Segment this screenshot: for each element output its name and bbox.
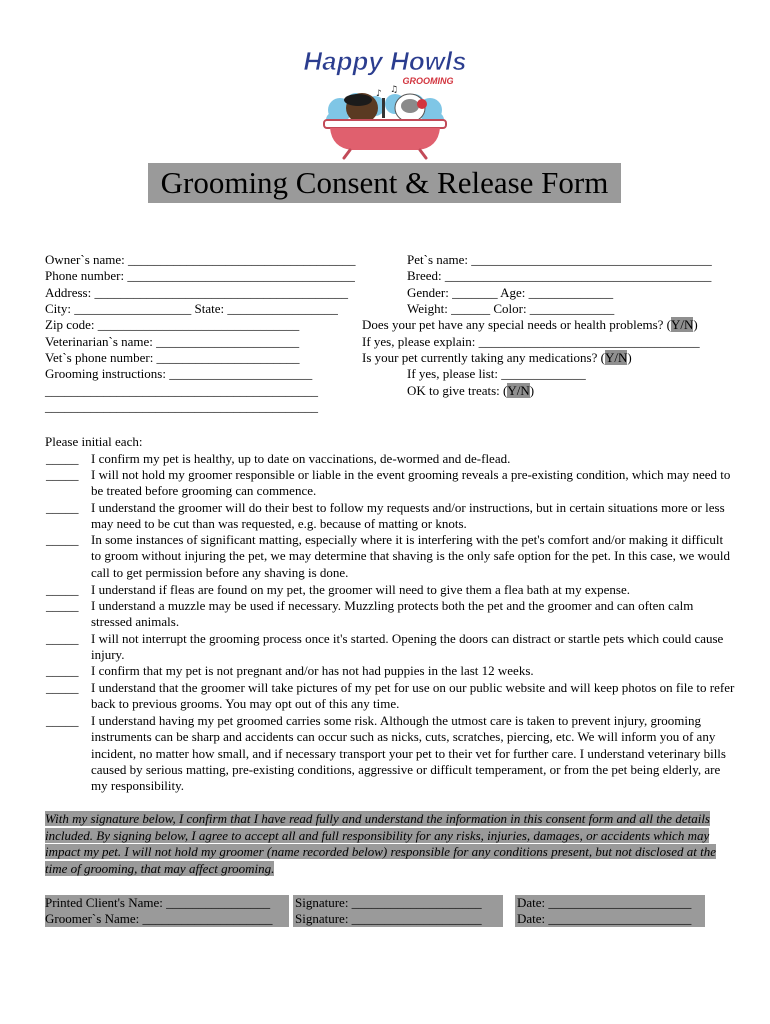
initial-blank[interactable]: _____: [46, 713, 79, 728]
special-needs-paren: ): [693, 317, 698, 332]
initials-heading: Please initial each:: [45, 434, 143, 449]
vet-phone-field[interactable]: Vet`s phone number: ______________________: [45, 350, 300, 365]
bathtub-graphic: [324, 120, 446, 158]
initial-item: [46, 663, 736, 679]
client-date-field[interactable]: Date: ______________________: [517, 895, 692, 910]
initial-item-text: I confirm my pet is healthy, up to date on vaccinations, de-wormed and de-flead.: [91, 451, 511, 466]
initial-item-text: I confirm that my pet is not pregnant and/or has not had puppies in the last 12 weeks.: [91, 663, 534, 678]
groomer-date-field[interactable]: Date: ______________________: [517, 911, 692, 926]
special-needs-label: Does your pet have any special needs or health problems? (: [362, 317, 672, 332]
initial-item-text: In some instances of significant matting, especially where it is interfering with the pet's comfort and/or making it difficult to groom without injuring the pet, we may determine that shaving is the only safe option for the pet. In this case, we would call to get permission before any shaving is done.: [91, 532, 731, 580]
gender-age-field[interactable]: Gender: _______ Age: _____________: [407, 285, 614, 300]
special-needs-question[interactable]: [362, 317, 698, 333]
initial-item: [46, 582, 736, 598]
treats-paren: ): [529, 383, 535, 398]
medications-paren: ): [627, 350, 632, 365]
medication-list-field[interactable]: If yes, please list: _____________: [407, 366, 586, 381]
client-signature-field[interactable]: Signature: ____________________: [295, 895, 482, 910]
form-title: Grooming Consent & Release Form: [148, 163, 621, 203]
medications-question[interactable]: [362, 350, 632, 366]
grooming-instructions-line-2[interactable]: __________________________________________: [45, 383, 318, 398]
owner-name-field[interactable]: Owner`s name: ___________________________________: [45, 252, 356, 267]
initial-blank[interactable]: _____: [46, 598, 79, 613]
groomer-name-field[interactable]: Groomer`s Name: ____________________: [45, 911, 273, 926]
initial-blank[interactable]: _____: [46, 467, 79, 482]
initial-item-text: I understand having my pet groomed carries some risk. Although the utmost care is taken to prevent injury, grooming instruments can be sharp and accidents can occur such as nicks, cuts, scratches, piercing, etc. We will inform you of any incident, no matter how small, and if necessary transport your pet to their vet for further care. I understand veterinary bills caused by serious matting, pre-existing conditions, aggressive or difficult temperament, or from the pet being elderly, are my responsibility.: [91, 713, 726, 794]
initial-item: [46, 467, 736, 500]
pet-name-field[interactable]: Pet`s name: _____________________________________: [407, 252, 712, 267]
veterinarian-name-field[interactable]: Veterinarian`s name: ______________________: [45, 334, 300, 349]
initial-item: [46, 713, 736, 794]
initial-item: [46, 631, 736, 664]
treats-label: OK to give treats: (: [407, 383, 508, 398]
svg-text:♫: ♫: [390, 85, 399, 95]
special-needs-yn[interactable]: Y/N: [671, 317, 694, 332]
initial-item: [46, 500, 736, 533]
initial-blank[interactable]: _____: [46, 663, 79, 678]
phone-number-field[interactable]: Phone number: ___________________________________: [45, 268, 355, 283]
initial-blank[interactable]: _____: [46, 451, 79, 466]
explain-field[interactable]: If yes, please explain: __________________________________: [362, 334, 700, 349]
client-name-field[interactable]: Printed Client's Name: ________________: [45, 895, 271, 910]
initial-blank[interactable]: _____: [46, 532, 79, 547]
initial-item: [46, 598, 736, 631]
consent-statement: [45, 811, 725, 877]
initial-blank[interactable]: _____: [46, 582, 79, 597]
initial-item-text: I understand a muzzle may be used if necessary. Muzzling protects both the pet and the groomer and can often calm stressed animals.: [91, 598, 694, 630]
treats-question[interactable]: [407, 383, 534, 399]
initial-item: [46, 532, 736, 581]
initial-item-text: I will not hold my groomer responsible or liable in the event grooming reveals a pre-existing condition, which may need to be treated before grooming can commence.: [91, 467, 731, 499]
initial-item-text: I understand that the groomer will take pictures of my pet for use on our public website and will keep photos on file to refer back to previous grooms. You may opt out of this any time.: [91, 680, 735, 712]
initial-item-text: I understand if fleas are found on my pet, the groomer will need to give them a flea bath at my expense.: [91, 582, 630, 597]
initial-item-text: I will not interrupt the grooming process once it's started. Opening the doors can distract or startle pets which could cause injury.: [91, 631, 724, 663]
medications-label: Is your pet currently taking any medications? (: [362, 350, 605, 365]
initial-blank[interactable]: _____: [46, 631, 79, 646]
initial-item: [46, 680, 736, 713]
initial-item: [46, 451, 736, 467]
logo-sub-text: GROOMING: [402, 76, 454, 86]
city-state-field[interactable]: City: __________________ State: _________________: [45, 301, 338, 316]
initial-item-text: I understand the groomer will do their best to follow my requests and/or instructions, but in certain situations more or less may need to be cut than was requested, e.g. because of matting or knots.: [91, 500, 725, 532]
svg-text:♪: ♪: [376, 89, 382, 99]
breed-field[interactable]: Breed: _________________________________________: [407, 268, 712, 283]
address-field[interactable]: Address: _______________________________________: [45, 285, 348, 300]
grooming-instructions-field[interactable]: Grooming instructions: ______________________: [45, 366, 313, 381]
consent-statement-text: With my signature below, I confirm that I have read fully and understand the information in this consent form and all the details included. By signing below, I agree to accept all and full responsibility for any risks, injuries, damages, or accidents which may impact my pet. I will not hold my groomer (name recorded below) responsible for any conditions present, but not disclosed at the time of grooming, that may affect grooming.: [45, 811, 716, 876]
logo-brand-text: Happy Howls: [303, 46, 467, 76]
zip-code-field[interactable]: Zip code: _______________________________: [45, 317, 300, 332]
initial-blank[interactable]: _____: [46, 680, 79, 695]
medications-yn[interactable]: Y/N: [604, 350, 628, 365]
groomer-signature-field[interactable]: Signature: ____________________: [295, 911, 482, 926]
grooming-instructions-line-3[interactable]: __________________________________________: [45, 399, 318, 414]
weight-color-field[interactable]: Weight: ______ Color: _____________: [407, 301, 615, 316]
treats-yn[interactable]: Y/N: [507, 383, 530, 398]
initial-blank[interactable]: _____: [46, 500, 79, 515]
happy-howls-logo: [300, 40, 470, 162]
